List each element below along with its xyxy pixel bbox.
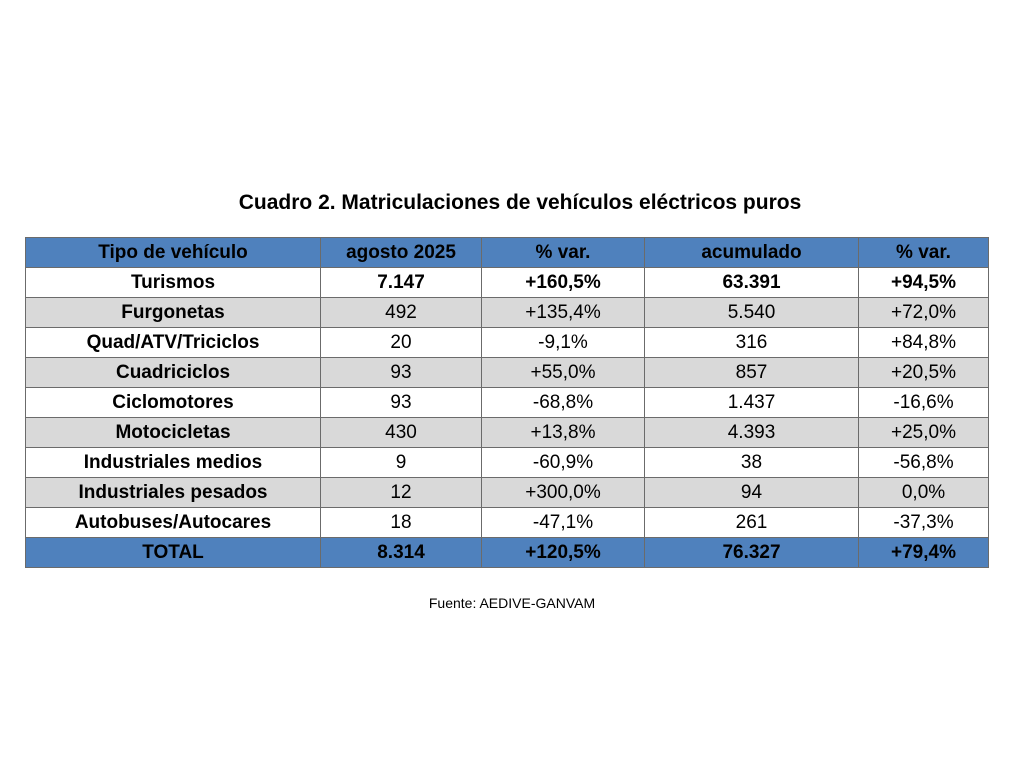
row-month: 9 bbox=[321, 448, 482, 478]
total-cumulative-variation: +79,4% bbox=[859, 538, 989, 568]
row-cumulative-variation: +25,0% bbox=[859, 418, 989, 448]
table-row bbox=[26, 358, 989, 388]
table-row bbox=[26, 418, 989, 448]
row-vehicle-type: Industriales medios bbox=[26, 448, 321, 478]
row-cumulative: 94 bbox=[645, 478, 859, 508]
row-month: 18 bbox=[321, 508, 482, 538]
row-month: 492 bbox=[321, 298, 482, 328]
row-cumulative-variation: +84,8% bbox=[859, 328, 989, 358]
row-cumulative-variation: 0,0% bbox=[859, 478, 989, 508]
header-month-variation: % var. bbox=[482, 238, 645, 268]
table-row bbox=[26, 388, 989, 418]
row-month-variation: +135,4% bbox=[482, 298, 645, 328]
table-title: Cuadro 2. Matriculaciones de vehículos eléctricos puros bbox=[238, 191, 802, 214]
row-month: 93 bbox=[321, 358, 482, 388]
row-cumulative-variation: +94,5% bbox=[859, 268, 989, 298]
row-month-variation: +300,0% bbox=[482, 478, 645, 508]
table-row bbox=[26, 328, 989, 358]
row-vehicle-type: Turismos bbox=[26, 268, 321, 298]
row-month: 7.147 bbox=[321, 268, 482, 298]
header-month: agosto 2025 bbox=[321, 238, 482, 268]
row-cumulative: 857 bbox=[645, 358, 859, 388]
row-month-variation: -47,1% bbox=[482, 508, 645, 538]
row-vehicle-type: Quad/ATV/Triciclos bbox=[26, 328, 321, 358]
table-row bbox=[26, 268, 989, 298]
row-cumulative: 38 bbox=[645, 448, 859, 478]
row-cumulative: 63.391 bbox=[645, 268, 859, 298]
total-cumulative: 76.327 bbox=[645, 538, 859, 568]
row-vehicle-type: Industriales pesados bbox=[26, 478, 321, 508]
row-cumulative: 5.540 bbox=[645, 298, 859, 328]
row-month: 12 bbox=[321, 478, 482, 508]
row-cumulative-variation: +20,5% bbox=[859, 358, 989, 388]
row-month: 20 bbox=[321, 328, 482, 358]
total-month: 8.314 bbox=[321, 538, 482, 568]
registrations-table bbox=[25, 237, 989, 568]
row-month-variation: +160,5% bbox=[482, 268, 645, 298]
row-vehicle-type: Autobuses/Autocares bbox=[26, 508, 321, 538]
header-vehicle-type: Tipo de vehículo bbox=[26, 238, 321, 268]
row-month: 93 bbox=[321, 388, 482, 418]
header-cumulative: acumulado bbox=[645, 238, 859, 268]
row-cumulative: 261 bbox=[645, 508, 859, 538]
row-month-variation: -60,9% bbox=[482, 448, 645, 478]
row-vehicle-type: Ciclomotores bbox=[26, 388, 321, 418]
row-cumulative-variation: -56,8% bbox=[859, 448, 989, 478]
total-month-variation: +120,5% bbox=[482, 538, 645, 568]
table-row bbox=[26, 298, 989, 328]
row-month: 430 bbox=[321, 418, 482, 448]
source-note: Fuente: AEDIVE-GANVAM bbox=[428, 595, 596, 611]
table-row bbox=[26, 508, 989, 538]
row-month-variation: -68,8% bbox=[482, 388, 645, 418]
row-cumulative: 316 bbox=[645, 328, 859, 358]
row-month-variation: -9,1% bbox=[482, 328, 645, 358]
row-cumulative-variation: +72,0% bbox=[859, 298, 989, 328]
row-month-variation: +13,8% bbox=[482, 418, 645, 448]
row-cumulative-variation: -16,6% bbox=[859, 388, 989, 418]
total-row bbox=[26, 538, 989, 568]
row-vehicle-type: Cuadriciclos bbox=[26, 358, 321, 388]
row-cumulative: 1.437 bbox=[645, 388, 859, 418]
header-cumulative-variation: % var. bbox=[859, 238, 989, 268]
row-month-variation: +55,0% bbox=[482, 358, 645, 388]
row-vehicle-type: Motocicletas bbox=[26, 418, 321, 448]
total-label: TOTAL bbox=[26, 538, 321, 568]
header-row bbox=[26, 238, 989, 268]
table-row bbox=[26, 448, 989, 478]
row-cumulative-variation: -37,3% bbox=[859, 508, 989, 538]
row-cumulative: 4.393 bbox=[645, 418, 859, 448]
table-row bbox=[26, 478, 989, 508]
row-vehicle-type: Furgonetas bbox=[26, 298, 321, 328]
